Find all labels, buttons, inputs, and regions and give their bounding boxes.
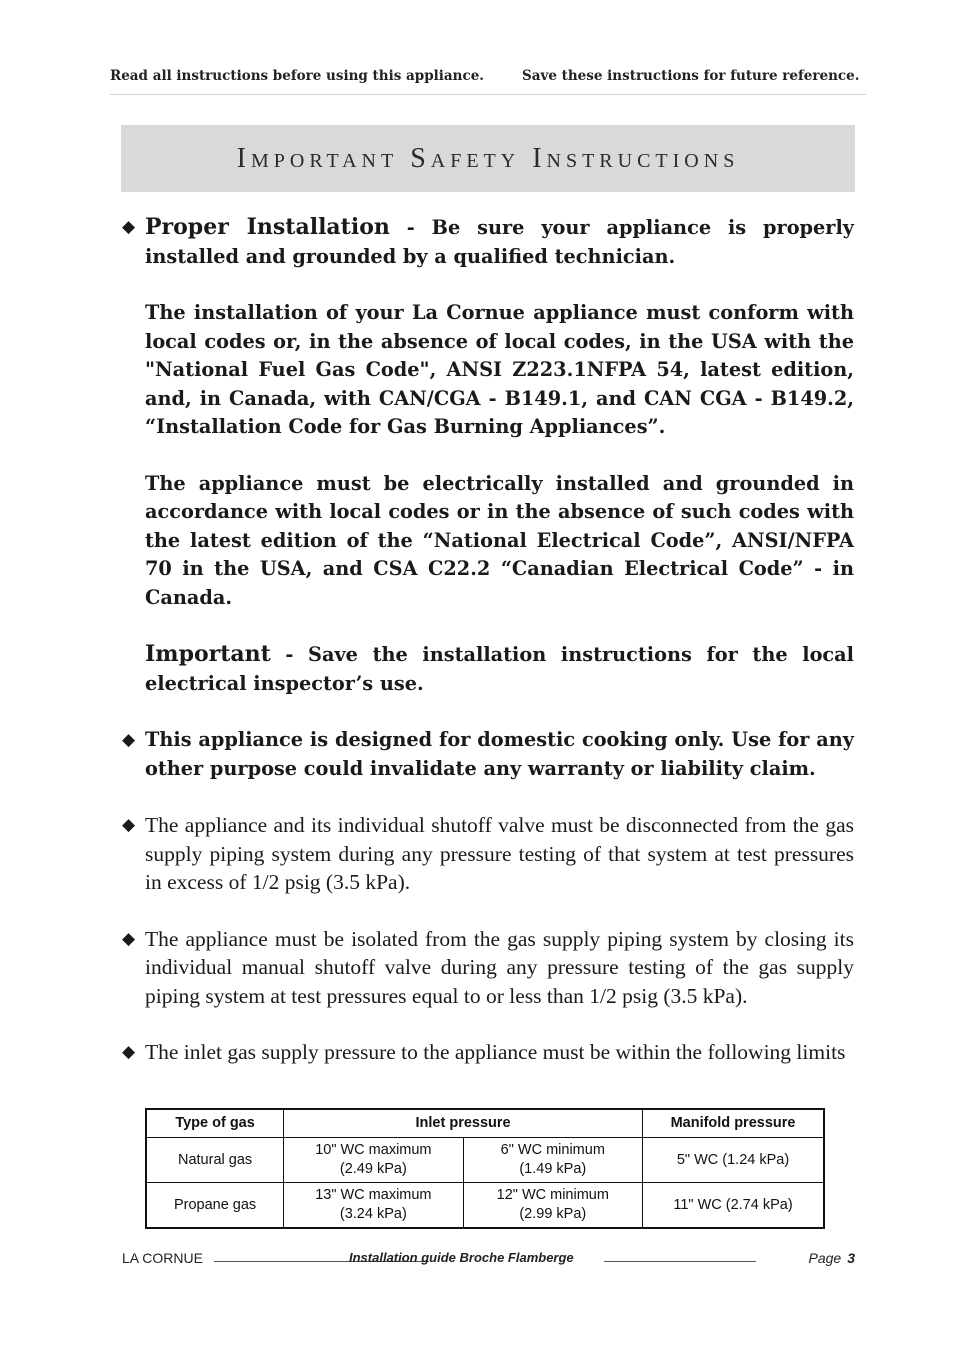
gas-type-cell: Natural gas (146, 1138, 284, 1183)
domestic-text: This appliance is designed for domestic cooking only. Use for any other purpose could invalidate any warranty or liability claim. (145, 728, 854, 780)
safety-content (122, 213, 854, 1067)
inlet-max-cell (284, 1183, 463, 1229)
isolate-text: The appliance must be isolated from the gas supply piping system by closing its individual manual shutoff valve during any pressure testing of the gas supply piping system at test pressures equal to or less than 1/2 psig (3.5 kPa). (145, 926, 854, 1008)
diamond-bullet-icon: ◆ (122, 928, 136, 948)
manifold-cell: 11" WC (2.74 kPa) (643, 1183, 824, 1229)
header-divider (110, 94, 866, 95)
page-number: 3 (847, 1250, 855, 1266)
table-header-row (146, 1109, 824, 1138)
header-manifold-pressure: Manifold pressure (643, 1109, 824, 1138)
page-header (110, 68, 866, 84)
inlet-min-cell (463, 1138, 642, 1183)
inlet-max-value: 10" WC maximum (315, 1142, 432, 1158)
proper-installation-lead: Proper Installation (145, 214, 390, 240)
page-label: Page (808, 1250, 842, 1266)
footer-rule-right (604, 1261, 756, 1262)
inlet-max-kpa: (3.24 kPa) (339, 1206, 407, 1222)
diamond-bullet-icon: ◆ (122, 815, 136, 834)
gas-pressure-table (145, 1108, 825, 1229)
title-banner (121, 125, 855, 192)
footer-guide-title: Installation guide Broche Flamberge (349, 1250, 574, 1265)
conform-paragraph: The installation of your La Cornue appliance must conform with local codes or, in the absence of local codes, in the USA with the "National Fuel Gas Code", ANSI Z223.1NFPA 54, latest edition, and, in Canada, with CAN/CGA - B149.1, and CAN CGA - B149.2, “Installation Code for Gas Burning Appliances”. (145, 301, 854, 438)
page-title: Important Safety Instructions (236, 142, 740, 174)
important-text: - Save the installation instructions for the local electrical inspector’s use. (145, 643, 854, 695)
gas-type-cell: Propane gas (146, 1183, 284, 1229)
footer-page (809, 1250, 856, 1266)
inlet-min-value: 12" WC minimum (496, 1187, 609, 1203)
table-row (146, 1138, 824, 1183)
inlet-max-value: 13" WC maximum (315, 1187, 432, 1203)
inlet-min-kpa: (2.99 kPa) (519, 1206, 587, 1222)
electrical-paragraph: The appliance must be electrically installed and grounded in accordance with local codes or in the absence of such codes with the latest edition of the “National Electrical Code”, ANSI/NFPA 70 in the USA, and CSA C22.2 “Canadian Electrical Code” - in Canada. (145, 471, 854, 609)
diamond-bullet-icon: ◆ (122, 730, 136, 750)
table-row (146, 1183, 824, 1229)
important-paragraph (122, 640, 854, 698)
inlet-text: The inlet gas supply pressure to the appliance must be within the following limits (145, 1040, 846, 1064)
isolate-paragraph (122, 925, 854, 1011)
header-type-of-gas: Type of gas (146, 1109, 284, 1138)
disconnect-text: The appliance and its individual shutoff valve must be disconnected from the gas supply piping system during any pressure testing of that system at test pressures in excess of 1/2 psig (3.5 kPa). (145, 813, 854, 894)
inlet-min-kpa: (1.49 kPa) (519, 1161, 587, 1177)
proper-installation-text: - Be sure your appliance is properly installed and grounded by a qualified technician. (145, 216, 854, 268)
inlet-min-value: 6" WC minimum (500, 1142, 605, 1158)
header-inlet-pressure: Inlet pressure (284, 1109, 643, 1138)
inlet-max-kpa: (2.49 kPa) (339, 1161, 407, 1177)
disconnect-paragraph (122, 811, 854, 897)
header-left-text: Read all instructions before using this appliance. (110, 68, 484, 84)
manifold-cell: 5" WC (1.24 kPa) (643, 1138, 824, 1183)
footer-brand: LA CORNUE (122, 1250, 203, 1266)
proper-installation-paragraph (122, 213, 854, 271)
header-right-text: Save these instructions for future reference. (522, 68, 860, 84)
diamond-bullet-icon: ◆ (122, 1042, 136, 1061)
page-footer (122, 1250, 855, 1270)
diamond-bullet-icon: ◆ (122, 217, 136, 237)
inlet-paragraph (122, 1038, 854, 1067)
important-lead: Important (145, 641, 271, 667)
domestic-paragraph (122, 726, 854, 783)
inlet-max-cell (284, 1138, 463, 1183)
inlet-min-cell (463, 1183, 642, 1229)
